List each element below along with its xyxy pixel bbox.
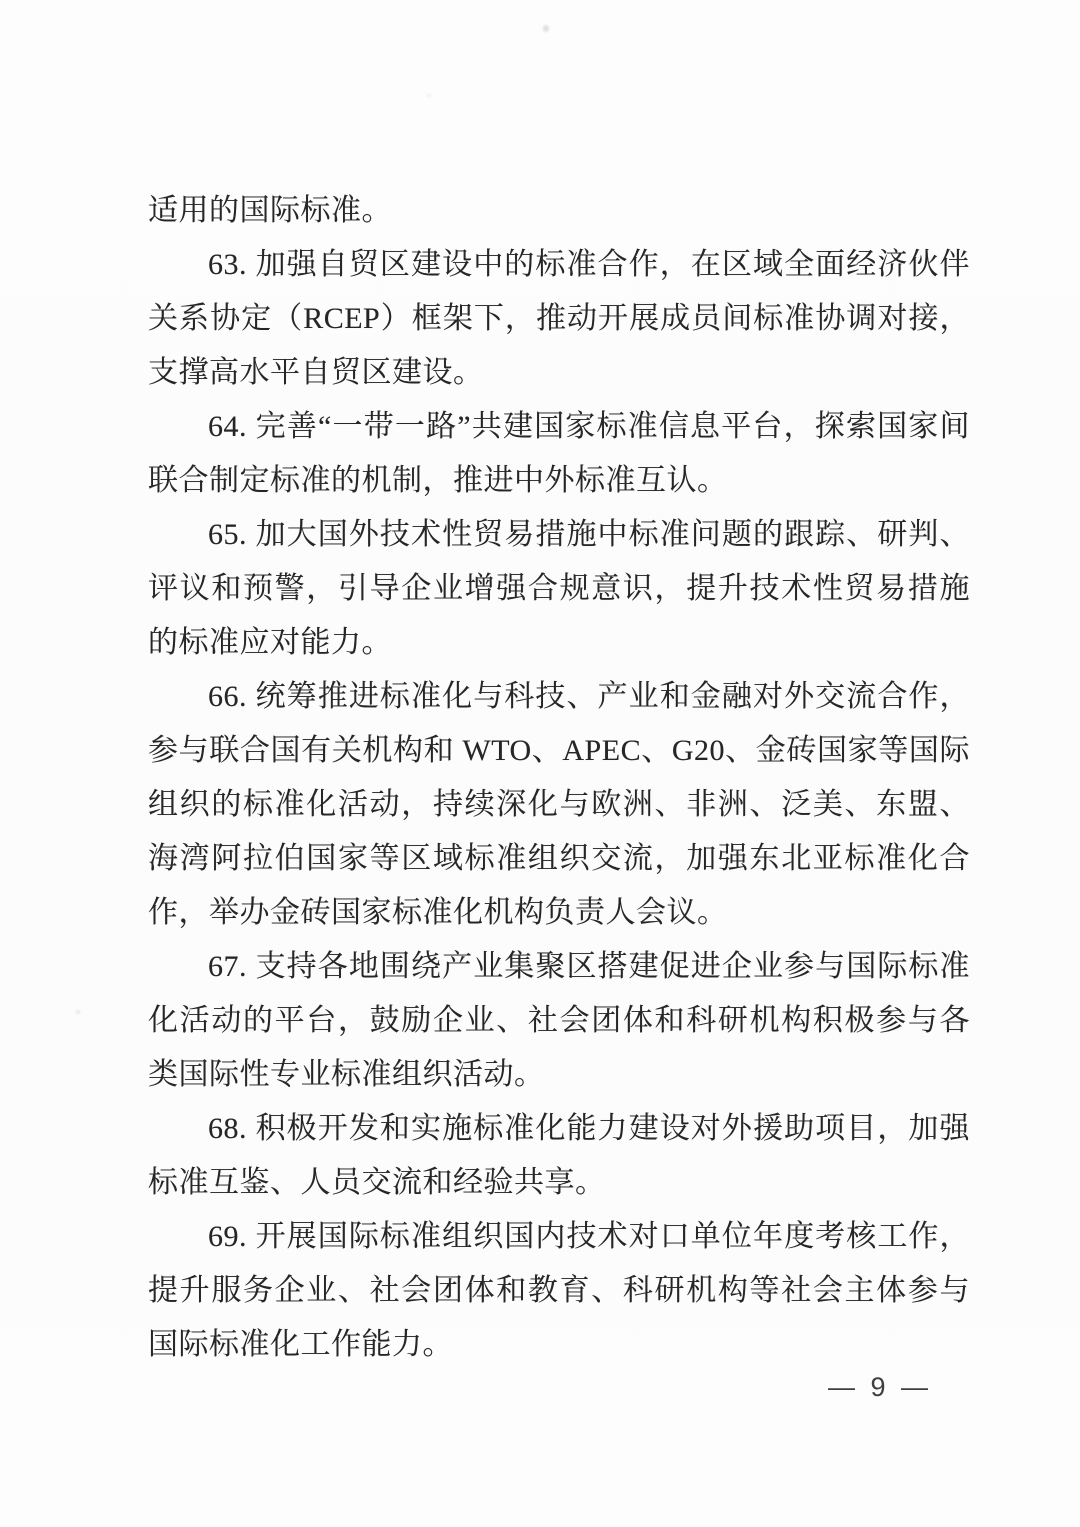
paragraph-item-63: 63. 加强自贸区建设中的标准合作，在区域全面经济伙伴关系协定（RCEP）框架下，推动开展成员间标准协调对接，支撑高水平自贸区建设。 <box>148 248 970 389</box>
paragraph-item-67: 67. 支持各地围绕产业集聚区搭建促进企业参与国际标准化活动的平台，鼓励企业、社会团体和科研机构积极参与各类国际性专业标准组织活动。 <box>148 950 970 1091</box>
document-text-block <box>148 184 970 1372</box>
paragraph-item-65: 65. 加大国外技术性贸易措施中标准问题的跟踪、研判、评议和预警，引导企业增强合规意识，提升技术性贸易措施的标准应对能力。 <box>148 518 970 659</box>
paragraph-item-66: 66. 统筹推进标准化与科技、产业和金融对外交流合作，参与联合国有关机构和 WTO、APEC、G20、金砖国家等国际组织的标准化活动，持续深化与欧洲、非洲、泛美、东盟、海湾阿拉伯国家等区域标准组织交流，加强东北亚标准化合作，举办金砖国家标准化机构负责人会议。 <box>148 680 970 929</box>
paragraph-item-69: 69. 开展国际标准组织国内技术对口单位年度考核工作，提升服务企业、社会团体和教育、科研机构等社会主体参与国际标准化工作能力。 <box>148 1220 970 1361</box>
scan-artifact <box>427 94 431 97</box>
paragraph-item-68: 68. 积极开发和实施标准化能力建设对外援助项目，加强标准互鉴、人员交流和经验共享。 <box>148 1112 970 1199</box>
page-number: — 9 — <box>827 1372 932 1402</box>
paragraph-continuation: 适用的国际标准。 <box>148 194 392 227</box>
scan-artifact <box>543 25 549 32</box>
scan-artifact <box>76 1010 80 1014</box>
paragraph-item-64: 64. 完善“一带一路”共建国家标准信息平台，探索国家间联合制定标准的机制，推进中外标准互认。 <box>148 410 970 497</box>
